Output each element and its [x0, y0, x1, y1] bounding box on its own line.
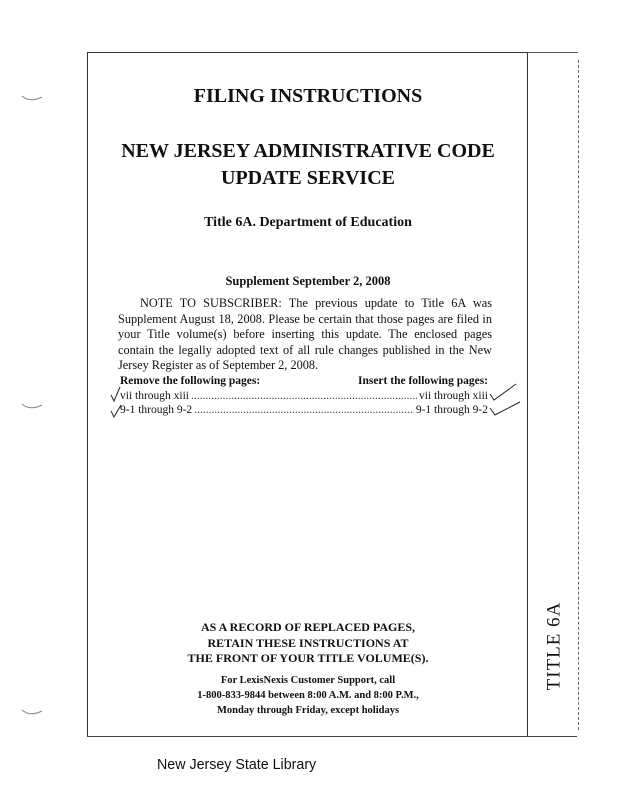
service-title [88, 138, 528, 192]
leader-dots [191, 390, 417, 402]
service-title-line-2: UPDATE SERVICE [221, 167, 395, 189]
frame-bottom-border [87, 736, 577, 737]
support-line-1: For LexisNexis Customer Support, call [220, 675, 396, 686]
tab-top-border [527, 52, 578, 53]
record-notice-line-2: RETAIN THESE INSTRUCTIONS AT [207, 635, 409, 650]
subscriber-note-text: NOTE TO SUBSCRIBER: The previous update to Title 6A was Supplement August 18, 2008. Please be certain that those pages are filed in your Title volume(s) before inserting this update. The enclosed pages contain the legally adopted text of all rule changes published in the New Jersey Register as of September 2, 2008. [118, 296, 492, 373]
library-stamp: New Jersey State Library [157, 756, 317, 773]
scan-mark-icon [20, 92, 46, 104]
title-tab [532, 598, 576, 694]
pages-row [120, 404, 488, 416]
handwritten-check-right-icon [488, 380, 528, 420]
handwritten-check-left-icon [110, 385, 124, 419]
record-notice [88, 620, 528, 667]
subscriber-note [118, 296, 492, 374]
insert-header: Insert the following pages: [357, 375, 488, 387]
remove-header: Remove the following pages: [120, 375, 261, 387]
remove-range: 9-1 through 9-2 [120, 404, 193, 416]
support-line-3: Monday through Friday, except holidays [216, 705, 400, 716]
leader-dots [194, 404, 414, 416]
title-line: Title 6A. Department of Education [204, 215, 412, 230]
support-line-2: 1-800-833-9844 between 8:00 A.M. and 8:00 P.M., [197, 690, 419, 701]
filing-instructions-heading: FILING INSTRUCTIONS [193, 85, 423, 107]
remove-range: vii through xiii [120, 390, 189, 402]
scan-mark-icon [20, 400, 46, 412]
tab-edge-border [578, 60, 579, 730]
pages-table-header [120, 375, 488, 387]
insert-range: vii through xiii [419, 390, 488, 402]
frame-top-border [87, 52, 527, 53]
supplement-date: Supplement September 2, 2008 [225, 274, 391, 288]
scan-mark-icon [20, 706, 46, 718]
insert-range: 9-1 through 9-2 [415, 404, 488, 416]
customer-support [88, 673, 528, 718]
title-tab-label: TITLE 6A [543, 601, 565, 691]
record-notice-line-3: THE FRONT OF YOUR TITLE VOLUME(S). [187, 651, 429, 665]
record-notice-line-1: AS A RECORD OF REPLACED PAGES, [200, 620, 416, 634]
pages-row [120, 390, 488, 402]
service-title-line-1: NEW JERSEY ADMINISTRATIVE CODE [121, 140, 495, 162]
